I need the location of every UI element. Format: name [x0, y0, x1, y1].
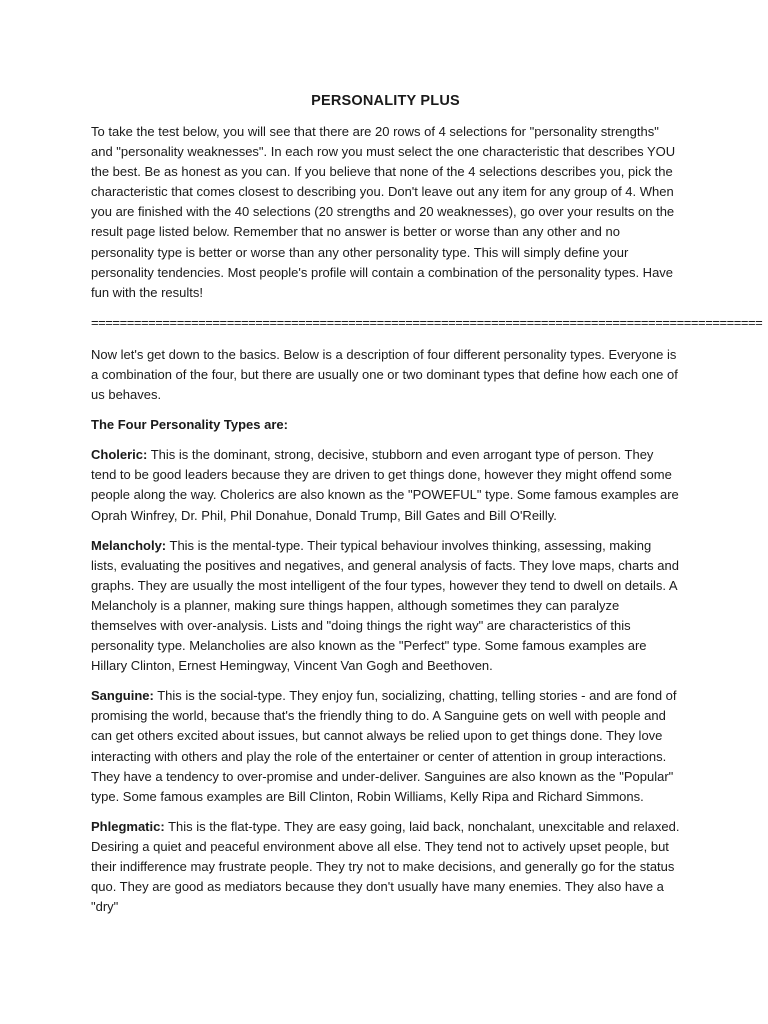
type-description: This is the flat-type. They are easy going, laid back, nonchalant, unexcitable and relaxed. Desiring a quiet and peaceful environment above all else. They tend not to actively upset people, but their indifference may frustrate people. They try not to make decisions, and generally go for the status quo. They are good as mediators because they don't usually have many enemies. They also have a "dry" [91, 818, 680, 915]
type-phlegmatic [91, 817, 680, 917]
page-title: PERSONALITY PLUS [311, 93, 460, 109]
separator-line: ============================================================================================== [91, 314, 763, 330]
type-label: Melancholy: [91, 537, 167, 553]
basics-paragraph: Now let's get down to the basics. Below is a description of four different personality types. Everyone is a combination of the four, but there are usually one or two dominant types that define how each one of us behaves. [91, 346, 678, 403]
type-description: This is the social-type. They enjoy fun, socializing, chatting, telling stories - and are fond of promising the world, because that's the friendly thing to do. A Sanguine gets on well with people and can get others excited about issues, but cannot always be relied upon to get things done. They love interacting with others and play the role of the entertainer or center of attention in group interactions. They have a tendency to over-promise and under-deliver. Sanguines are also known as the "Popular" type. Some famous examples are Bill Clinton, Robin Williams, Kelly Ripa and Richard Simmons. [91, 688, 677, 804]
type-sanguine [91, 686, 680, 807]
type-label: Choleric: [91, 447, 148, 463]
intro-paragraph: To take the test below, you will see that there are 20 rows of 4 selections for "personality strengths" and "personality weaknesses". In each row you must select the one characteristic that describes YOU the best. Be as honest as you can. If you believe that none of the 4 selections describes you, pick the characteristic that comes closest to describing you. Don't leave out any item for any group of 4. When you are finished with the 40 selections (20 strengths and 20 weaknesses), go over your results on the result page listed below. Remember that no answer is better or worse than any other and no personality type is better or worse than any other personality type. This will simply define your personality tendencies. Most people's profile will contain a combination of the personality types. Have fun with the results! [91, 124, 676, 300]
type-choleric [91, 445, 680, 525]
types-heading: The Four Personality Types are: [91, 417, 288, 433]
type-label: Sanguine: [91, 688, 154, 704]
type-label: Phlegmatic: [91, 818, 165, 834]
type-melancholy [91, 536, 680, 677]
type-description: This is the mental-type. Their typical behaviour involves thinking, assessing, making lists, evaluating the positives and negatives, and general analysis of facts. They love maps, charts and graphs. They are usually the most intelligent of the four types, however they tend to dwell on details. A Melancholy is a planner, making sure things happen, although sometimes they can paralyze themselves with over-analysis. Lists and "doing things the right way" are characteristics of this personality type. Melancholies are also known as the "Perfect" type. Some famous examples are Hillary Clinton, Ernest Hemingway, Vincent Van Gogh and Beethoven. [91, 537, 679, 674]
type-description: This is the dominant, strong, decisive, stubborn and even arrogant type of person. They tend to be good leaders because they are driven to get things done, however they might offend some people along the way. Cholerics are also known as the "POWEFUL" type. Some famous examples are Oprah Winfrey, Dr. Phil, Phil Donahue, Donald Trump, Bill Gates and Bill O'Reilly. [91, 447, 679, 523]
